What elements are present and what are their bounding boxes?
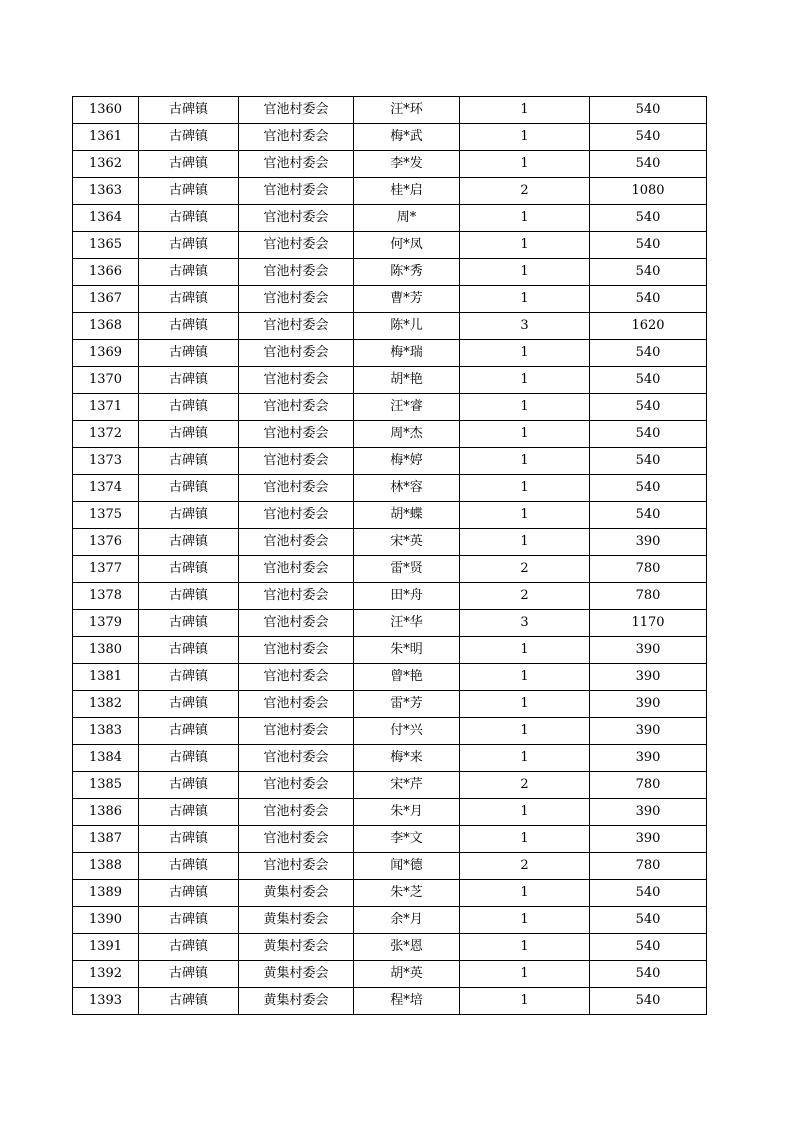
village-committee-cell: 官池村委会	[239, 340, 354, 367]
person-count-cell: 1	[460, 367, 590, 394]
village-committee-cell: 官池村委会	[239, 151, 354, 178]
town-cell: 古碑镇	[139, 502, 239, 529]
village-committee-cell: 黄集村委会	[239, 961, 354, 988]
village-committee-cell: 官池村委会	[239, 853, 354, 880]
serial-number-cell: 1364	[73, 205, 139, 232]
village-committee-cell: 官池村委会	[239, 286, 354, 313]
amount-cell: 540	[590, 286, 707, 313]
town-cell: 古碑镇	[139, 529, 239, 556]
roster-table-body	[73, 97, 707, 1015]
town-cell: 古碑镇	[139, 259, 239, 286]
serial-number-cell: 1362	[73, 151, 139, 178]
table-row	[73, 286, 707, 313]
table-row	[73, 907, 707, 934]
village-committee-cell: 官池村委会	[239, 97, 354, 124]
village-committee-cell: 黄集村委会	[239, 988, 354, 1015]
table-row	[73, 880, 707, 907]
roster-table	[72, 96, 707, 1015]
table-row	[73, 745, 707, 772]
table-row	[73, 961, 707, 988]
amount-cell: 780	[590, 853, 707, 880]
village-committee-cell: 官池村委会	[239, 448, 354, 475]
person-name-cell: 曾*艳	[354, 664, 460, 691]
person-count-cell: 1	[460, 475, 590, 502]
serial-number-cell: 1366	[73, 259, 139, 286]
amount-cell: 540	[590, 475, 707, 502]
town-cell: 古碑镇	[139, 934, 239, 961]
table-row	[73, 313, 707, 340]
village-committee-cell: 官池村委会	[239, 421, 354, 448]
town-cell: 古碑镇	[139, 853, 239, 880]
village-committee-cell: 官池村委会	[239, 475, 354, 502]
serial-number-cell: 1392	[73, 961, 139, 988]
person-name-cell: 宋*芹	[354, 772, 460, 799]
table-row	[73, 988, 707, 1015]
serial-number-cell: 1375	[73, 502, 139, 529]
serial-number-cell: 1378	[73, 583, 139, 610]
amount-cell: 540	[590, 205, 707, 232]
town-cell: 古碑镇	[139, 340, 239, 367]
table-row	[73, 232, 707, 259]
person-name-cell: 李*发	[354, 151, 460, 178]
person-count-cell: 1	[460, 934, 590, 961]
serial-number-cell: 1389	[73, 880, 139, 907]
table-row	[73, 583, 707, 610]
village-committee-cell: 黄集村委会	[239, 934, 354, 961]
person-count-cell: 1	[460, 799, 590, 826]
amount-cell: 540	[590, 961, 707, 988]
person-count-cell: 2	[460, 178, 590, 205]
amount-cell: 540	[590, 934, 707, 961]
serial-number-cell: 1376	[73, 529, 139, 556]
amount-cell: 540	[590, 907, 707, 934]
village-committee-cell: 官池村委会	[239, 124, 354, 151]
person-count-cell: 1	[460, 421, 590, 448]
person-name-cell: 付*兴	[354, 718, 460, 745]
table-row	[73, 799, 707, 826]
serial-number-cell: 1363	[73, 178, 139, 205]
person-count-cell: 1	[460, 745, 590, 772]
amount-cell: 390	[590, 826, 707, 853]
town-cell: 古碑镇	[139, 124, 239, 151]
town-cell: 古碑镇	[139, 880, 239, 907]
person-name-cell: 胡*蝶	[354, 502, 460, 529]
serial-number-cell: 1380	[73, 637, 139, 664]
serial-number-cell: 1390	[73, 907, 139, 934]
amount-cell: 780	[590, 556, 707, 583]
person-name-cell: 余*月	[354, 907, 460, 934]
town-cell: 古碑镇	[139, 637, 239, 664]
person-count-cell: 1	[460, 961, 590, 988]
person-name-cell: 梅*来	[354, 745, 460, 772]
village-committee-cell: 官池村委会	[239, 610, 354, 637]
table-row	[73, 259, 707, 286]
person-name-cell: 梅*瑞	[354, 340, 460, 367]
town-cell: 古碑镇	[139, 988, 239, 1015]
person-name-cell: 胡*英	[354, 961, 460, 988]
amount-cell: 390	[590, 745, 707, 772]
person-name-cell: 程*培	[354, 988, 460, 1015]
table-row	[73, 556, 707, 583]
amount-cell: 540	[590, 988, 707, 1015]
person-name-cell: 桂*启	[354, 178, 460, 205]
town-cell: 古碑镇	[139, 151, 239, 178]
village-committee-cell: 黄集村委会	[239, 880, 354, 907]
serial-number-cell: 1385	[73, 772, 139, 799]
amount-cell: 1620	[590, 313, 707, 340]
town-cell: 古碑镇	[139, 475, 239, 502]
table-row	[73, 637, 707, 664]
person-name-cell: 张*恩	[354, 934, 460, 961]
table-row	[73, 610, 707, 637]
serial-number-cell: 1384	[73, 745, 139, 772]
amount-cell: 540	[590, 421, 707, 448]
amount-cell: 390	[590, 718, 707, 745]
town-cell: 古碑镇	[139, 97, 239, 124]
person-name-cell: 何*凤	[354, 232, 460, 259]
town-cell: 古碑镇	[139, 583, 239, 610]
town-cell: 古碑镇	[139, 313, 239, 340]
serial-number-cell: 1391	[73, 934, 139, 961]
table-row	[73, 853, 707, 880]
person-count-cell: 1	[460, 259, 590, 286]
serial-number-cell: 1393	[73, 988, 139, 1015]
village-committee-cell: 官池村委会	[239, 394, 354, 421]
town-cell: 古碑镇	[139, 691, 239, 718]
town-cell: 古碑镇	[139, 205, 239, 232]
person-count-cell: 1	[460, 97, 590, 124]
person-name-cell: 周*	[354, 205, 460, 232]
village-committee-cell: 官池村委会	[239, 232, 354, 259]
amount-cell: 390	[590, 637, 707, 664]
table-row	[73, 367, 707, 394]
person-name-cell: 雷*贤	[354, 556, 460, 583]
village-committee-cell: 官池村委会	[239, 799, 354, 826]
person-name-cell: 汪*睿	[354, 394, 460, 421]
serial-number-cell: 1383	[73, 718, 139, 745]
village-committee-cell: 官池村委会	[239, 205, 354, 232]
person-count-cell: 3	[460, 610, 590, 637]
serial-number-cell: 1386	[73, 799, 139, 826]
person-name-cell: 李*文	[354, 826, 460, 853]
table-row	[73, 826, 707, 853]
serial-number-cell: 1365	[73, 232, 139, 259]
town-cell: 古碑镇	[139, 394, 239, 421]
amount-cell: 540	[590, 259, 707, 286]
amount-cell: 390	[590, 691, 707, 718]
person-count-cell: 1	[460, 718, 590, 745]
person-count-cell: 3	[460, 313, 590, 340]
table-row	[73, 691, 707, 718]
person-count-cell: 1	[460, 637, 590, 664]
town-cell: 古碑镇	[139, 772, 239, 799]
table-row	[73, 205, 707, 232]
serial-number-cell: 1372	[73, 421, 139, 448]
serial-number-cell: 1371	[73, 394, 139, 421]
town-cell: 古碑镇	[139, 421, 239, 448]
amount-cell: 780	[590, 583, 707, 610]
table-row	[73, 394, 707, 421]
person-count-cell: 2	[460, 583, 590, 610]
village-committee-cell: 官池村委会	[239, 745, 354, 772]
amount-cell: 540	[590, 97, 707, 124]
town-cell: 古碑镇	[139, 178, 239, 205]
amount-cell: 540	[590, 502, 707, 529]
table-row	[73, 664, 707, 691]
village-committee-cell: 官池村委会	[239, 664, 354, 691]
amount-cell: 390	[590, 529, 707, 556]
table-row	[73, 718, 707, 745]
person-name-cell: 梅*武	[354, 124, 460, 151]
person-count-cell: 1	[460, 907, 590, 934]
table-row	[73, 934, 707, 961]
amount-cell: 540	[590, 232, 707, 259]
person-count-cell: 2	[460, 772, 590, 799]
town-cell: 古碑镇	[139, 448, 239, 475]
person-count-cell: 1	[460, 205, 590, 232]
serial-number-cell: 1382	[73, 691, 139, 718]
town-cell: 古碑镇	[139, 556, 239, 583]
village-committee-cell: 官池村委会	[239, 502, 354, 529]
amount-cell: 540	[590, 394, 707, 421]
table-row	[73, 421, 707, 448]
person-name-cell: 田*舟	[354, 583, 460, 610]
table-row	[73, 448, 707, 475]
person-name-cell: 朱*月	[354, 799, 460, 826]
village-committee-cell: 官池村委会	[239, 556, 354, 583]
person-count-cell: 1	[460, 691, 590, 718]
amount-cell: 390	[590, 664, 707, 691]
person-name-cell: 曹*芳	[354, 286, 460, 313]
town-cell: 古碑镇	[139, 826, 239, 853]
town-cell: 古碑镇	[139, 799, 239, 826]
table-row	[73, 475, 707, 502]
person-name-cell: 朱*明	[354, 637, 460, 664]
serial-number-cell: 1381	[73, 664, 139, 691]
table-row	[73, 772, 707, 799]
person-count-cell: 1	[460, 502, 590, 529]
amount-cell: 1080	[590, 178, 707, 205]
table-row	[73, 97, 707, 124]
serial-number-cell: 1373	[73, 448, 139, 475]
village-committee-cell: 官池村委会	[239, 178, 354, 205]
village-committee-cell: 官池村委会	[239, 637, 354, 664]
person-name-cell: 宋*英	[354, 529, 460, 556]
village-committee-cell: 官池村委会	[239, 826, 354, 853]
serial-number-cell: 1374	[73, 475, 139, 502]
person-count-cell: 1	[460, 664, 590, 691]
amount-cell: 1170	[590, 610, 707, 637]
person-name-cell: 汪*华	[354, 610, 460, 637]
town-cell: 古碑镇	[139, 961, 239, 988]
person-name-cell: 林*容	[354, 475, 460, 502]
person-name-cell: 陈*秀	[354, 259, 460, 286]
amount-cell: 390	[590, 799, 707, 826]
amount-cell: 540	[590, 880, 707, 907]
amount-cell: 540	[590, 340, 707, 367]
amount-cell: 540	[590, 124, 707, 151]
village-committee-cell: 官池村委会	[239, 718, 354, 745]
person-count-cell: 2	[460, 853, 590, 880]
serial-number-cell: 1370	[73, 367, 139, 394]
serial-number-cell: 1368	[73, 313, 139, 340]
village-committee-cell: 官池村委会	[239, 313, 354, 340]
table-row	[73, 502, 707, 529]
town-cell: 古碑镇	[139, 718, 239, 745]
amount-cell: 540	[590, 367, 707, 394]
person-name-cell: 闻*德	[354, 853, 460, 880]
town-cell: 古碑镇	[139, 664, 239, 691]
town-cell: 古碑镇	[139, 232, 239, 259]
person-count-cell: 1	[460, 988, 590, 1015]
person-count-cell: 1	[460, 232, 590, 259]
person-name-cell: 胡*艳	[354, 367, 460, 394]
person-count-cell: 1	[460, 151, 590, 178]
town-cell: 古碑镇	[139, 907, 239, 934]
village-committee-cell: 官池村委会	[239, 367, 354, 394]
town-cell: 古碑镇	[139, 367, 239, 394]
serial-number-cell: 1387	[73, 826, 139, 853]
person-count-cell: 1	[460, 529, 590, 556]
town-cell: 古碑镇	[139, 610, 239, 637]
table-row	[73, 124, 707, 151]
table-row	[73, 529, 707, 556]
village-committee-cell: 黄集村委会	[239, 907, 354, 934]
amount-cell: 780	[590, 772, 707, 799]
town-cell: 古碑镇	[139, 745, 239, 772]
serial-number-cell: 1367	[73, 286, 139, 313]
person-count-cell: 1	[460, 880, 590, 907]
village-committee-cell: 官池村委会	[239, 529, 354, 556]
person-count-cell: 2	[460, 556, 590, 583]
table-row	[73, 178, 707, 205]
amount-cell: 540	[590, 448, 707, 475]
village-committee-cell: 官池村委会	[239, 691, 354, 718]
serial-number-cell: 1361	[73, 124, 139, 151]
village-committee-cell: 官池村委会	[239, 583, 354, 610]
person-count-cell: 1	[460, 826, 590, 853]
person-name-cell: 雷*芳	[354, 691, 460, 718]
serial-number-cell: 1377	[73, 556, 139, 583]
person-count-cell: 1	[460, 340, 590, 367]
town-cell: 古碑镇	[139, 286, 239, 313]
person-name-cell: 汪*环	[354, 97, 460, 124]
village-committee-cell: 官池村委会	[239, 772, 354, 799]
serial-number-cell: 1360	[73, 97, 139, 124]
person-count-cell: 1	[460, 448, 590, 475]
person-count-cell: 1	[460, 124, 590, 151]
person-name-cell: 周*杰	[354, 421, 460, 448]
village-committee-cell: 官池村委会	[239, 259, 354, 286]
table-row	[73, 340, 707, 367]
amount-cell: 540	[590, 151, 707, 178]
person-count-cell: 1	[460, 286, 590, 313]
person-count-cell: 1	[460, 394, 590, 421]
person-name-cell: 梅*婷	[354, 448, 460, 475]
person-name-cell: 朱*芝	[354, 880, 460, 907]
serial-number-cell: 1369	[73, 340, 139, 367]
table-row	[73, 151, 707, 178]
person-name-cell: 陈*儿	[354, 313, 460, 340]
serial-number-cell: 1388	[73, 853, 139, 880]
serial-number-cell: 1379	[73, 610, 139, 637]
